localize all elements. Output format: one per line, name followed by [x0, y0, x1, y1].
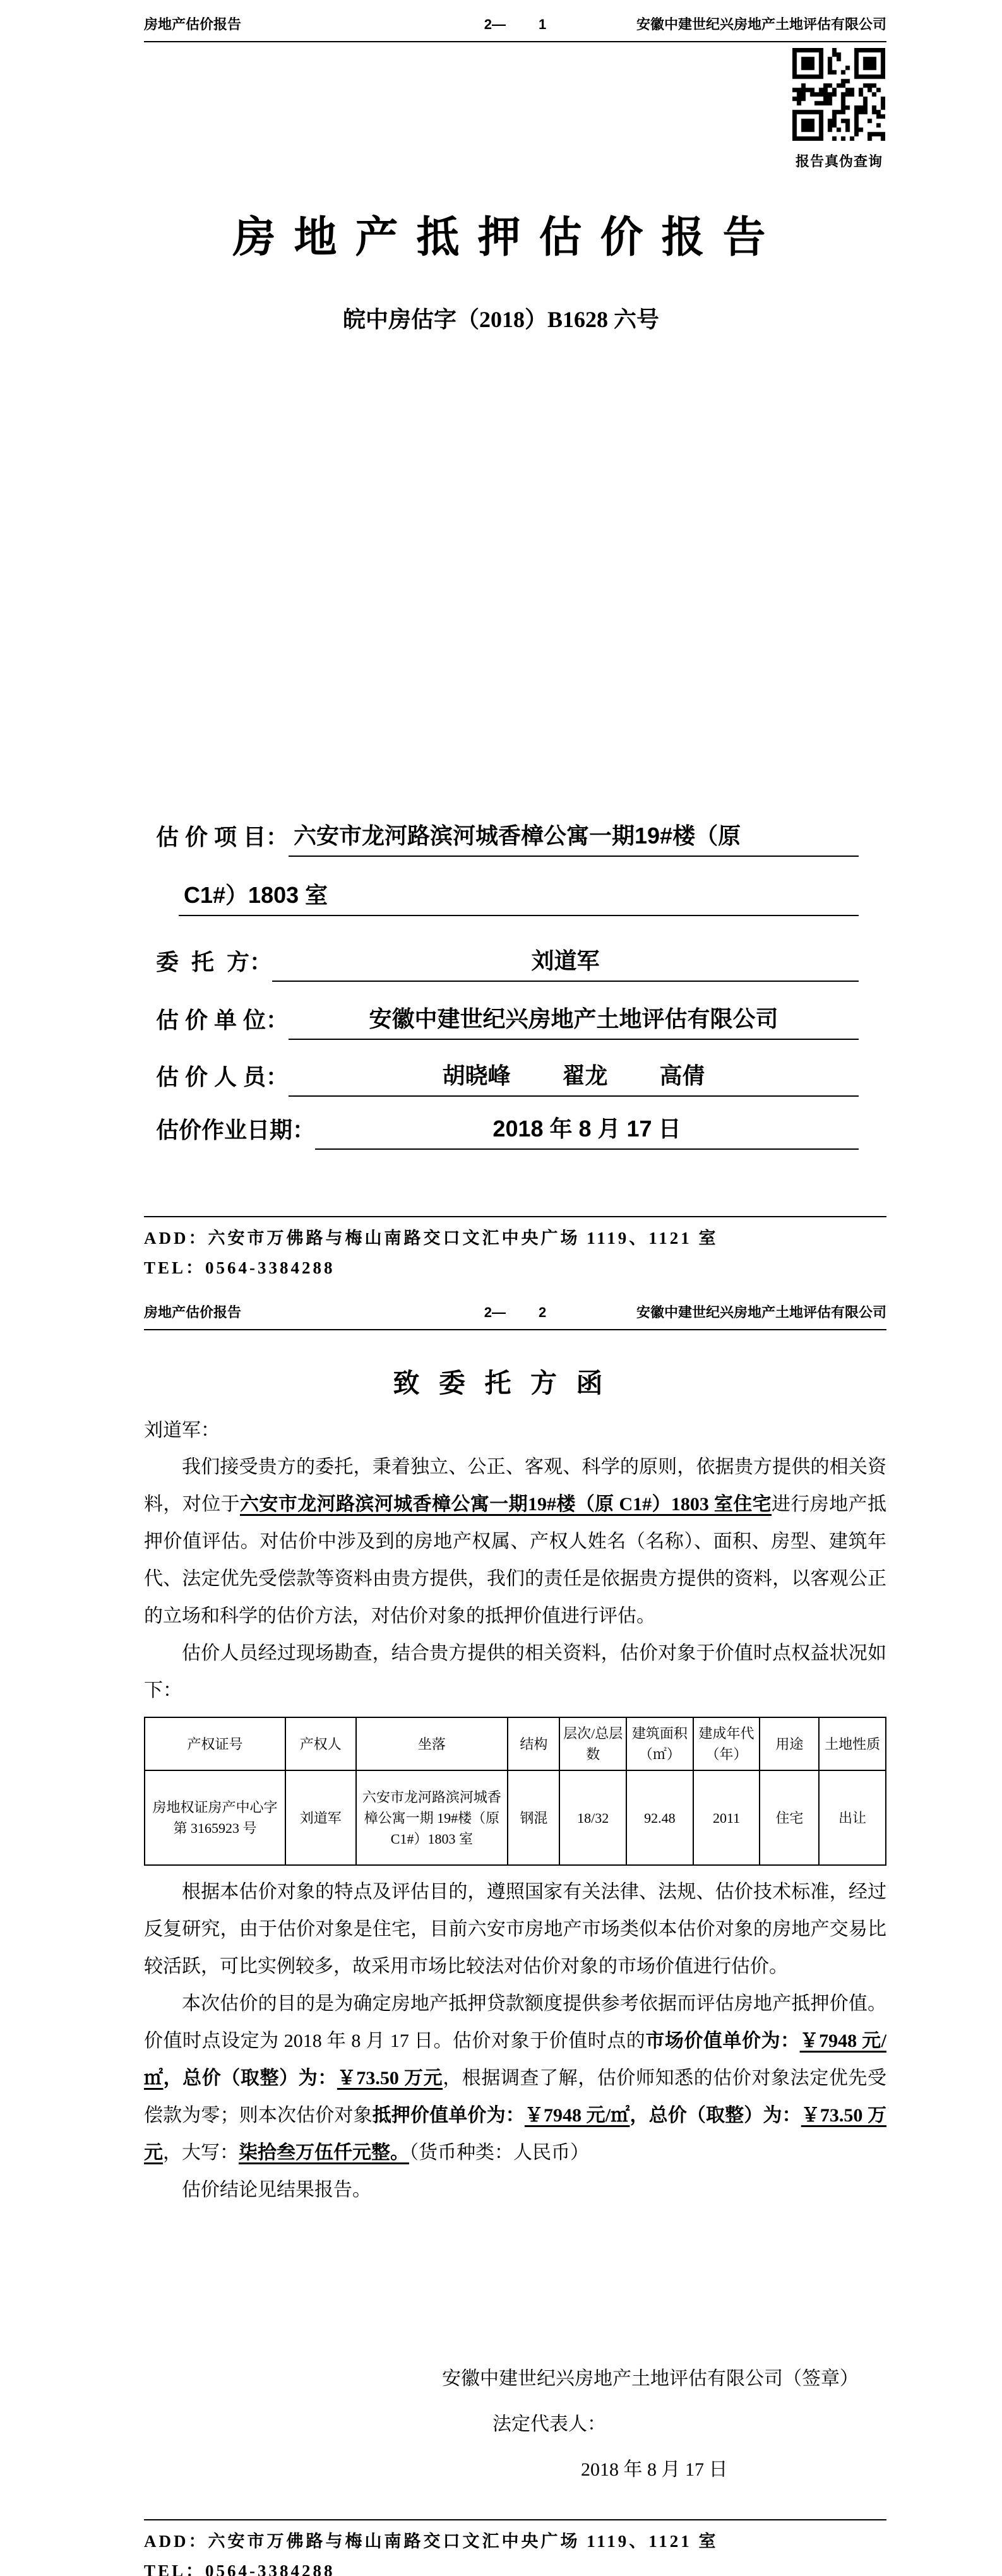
signature-date: 2018 年 8 月 17 日	[581, 2459, 728, 2480]
date-label: 估价作业日期：	[156, 1117, 316, 1143]
staff-name: 翟龙	[562, 1063, 608, 1088]
letter-body	[144, 1448, 886, 2209]
letter-paragraph-5	[144, 2171, 886, 2209]
text-segment: ，总价（取整）为：	[163, 2068, 337, 2089]
footer-tel: TEL：0564-3384288	[144, 1258, 335, 1277]
table-cell: 住宅	[760, 1770, 819, 1865]
agency-value: 安徽中建世纪兴房地产土地评估有限公司	[289, 1001, 859, 1040]
text-segment: 根据本估价对象的特点及评估目的，遵照国家有关法律、法规、估价技术标准，经过反复研究，由于估价对象是住宅，目前六安市房地产市场类似本估价对象的房地产交易比较活跃，可比实例较多，故采用市场比较法对估价对象的市场价值进行估价。	[144, 1881, 886, 1977]
table-cell: 刘道军	[285, 1770, 356, 1865]
text-segment: 进行房地产抵押价值评估。对估价中涉及到的房地产权属、产权人姓名（名称）、面积、房型、建筑年代、法定优先受偿款等资料由贵方提供，我们的责任是依据贵方提供的资料，以客观公正的立场和科学的估价方法，对估价对象的抵押价值进行评估。	[144, 1494, 887, 1626]
page2-running-footer	[144, 2519, 886, 2576]
header-company-name: 安徽中建世纪兴房地产土地评估有限公司	[636, 1304, 886, 1320]
form-row-client	[156, 943, 859, 982]
text-segment: ￥7948 元/㎡	[524, 2105, 630, 2126]
header-page-indicator	[484, 1304, 547, 1321]
table-header-cell: 建筑面积（㎡）	[626, 1717, 693, 1770]
letter-paragraph-4	[144, 1985, 886, 2171]
header-page-indicator	[484, 16, 547, 33]
text-segment: ，大写：	[163, 2142, 239, 2163]
text-segment: 市场价值单价为：	[645, 2030, 800, 2051]
qr-block	[792, 48, 886, 170]
signature-company: 安徽中建世纪兴房地产土地评估有限公司（签章）	[442, 2368, 859, 2389]
table-header-cell: 产权人	[285, 1717, 356, 1770]
text-segment: ￥73.50 万元	[337, 2068, 443, 2089]
table-cell: 钢混	[508, 1770, 559, 1865]
staff-name: 高倩	[659, 1063, 705, 1088]
form-row-project	[156, 818, 859, 857]
report-main-title: 房 地 产 抵 押 估 价 报 告	[232, 213, 770, 261]
form-row-date	[156, 1111, 859, 1150]
header-page-number: 1	[539, 16, 547, 32]
header-doc-type: 房地产估价报告	[144, 1304, 242, 1320]
project-value-line2: C1#）1803 室	[179, 878, 859, 916]
report-number: 皖中房估字（2018）B1628 六号	[342, 307, 659, 332]
letter-title: 致 委 托 方 函	[393, 1369, 609, 1398]
footer-address: ADD：六安市万佛路与梅山南路交口文汇中央广场 1119、1121 室	[144, 2532, 719, 2551]
header-page-marker: 2—	[484, 1304, 506, 1320]
property-rights-table	[144, 1717, 886, 1866]
letter-salutation: 刘道军：	[144, 1420, 220, 1441]
table-header-row	[145, 1717, 886, 1770]
text-segment: ，总价（取整）为：	[629, 2105, 801, 2126]
page1-running-footer	[144, 1216, 886, 1283]
agency-label: 估 价 单 位：	[156, 1007, 289, 1033]
letter-paragraph-2	[144, 1635, 886, 1709]
header-doc-type: 房地产估价报告	[144, 16, 242, 32]
client-label: 委 托 方：	[156, 949, 273, 975]
table-cell: 六安市龙河路滨河城香樟公寓一期 19#楼（原 C1#）1803 室	[356, 1770, 508, 1865]
letter-paragraph-1	[144, 1448, 886, 1635]
footer-address: ADD：六安市万佛路与梅山南路交口文汇中央广场 1119、1121 室	[144, 1229, 719, 1248]
client-value: 刘道军	[272, 943, 859, 982]
table-header-cell: 坐落	[356, 1717, 508, 1770]
footer-tel: TEL：0564-3384288	[144, 2561, 335, 2576]
text-segment: 六安市龙河路滨河城香樟公寓一期19#楼（原 C1#）1803 室住宅	[240, 1494, 772, 1515]
table-header-cell: 建成年代（年）	[693, 1717, 760, 1770]
page1-running-header	[144, 14, 886, 42]
signature-block	[442, 2356, 859, 2493]
form-row-agency	[156, 1001, 859, 1040]
form-row-staff	[156, 1058, 859, 1097]
table-header-cell: 层次/总层数	[559, 1717, 626, 1770]
table-cell: 92.48	[626, 1770, 693, 1865]
header-page-marker: 2—	[484, 16, 506, 32]
staff-label: 估 价 人 员：	[156, 1064, 289, 1090]
header-page-number: 2	[539, 1304, 547, 1320]
table-header-cell: 结构	[508, 1717, 559, 1770]
text-segment: 柒拾叁万伍仟元整。	[239, 2142, 409, 2163]
text-segment: 我们接受贵方的委托，秉着独立、公正、客观、科学的原则，依据贵方提供的相关资料，对位于	[144, 1457, 886, 1515]
staff-name: 胡晓峰	[442, 1063, 511, 1088]
table-cell: 房地权证房产中心字第 3165923 号	[145, 1770, 285, 1865]
table-data-row	[145, 1770, 886, 1865]
text-segment: （货币种类：人民币）	[409, 2142, 589, 2163]
project-value-line1: 六安市龙河路滨河城香樟公寓一期19#楼（原	[289, 818, 859, 857]
table-header-cell: 产权证号	[145, 1717, 285, 1770]
date-value: 2018 年 8 月 17 日	[315, 1111, 859, 1150]
text-segment: ￥7948 元/㎡	[144, 2030, 887, 2089]
text-segment: 本次估价的目的是为确定房地产抵押贷款额度提供参考依据而评估房地产抵押价值。价值时点设定为 2018 年 8 月 17 日。估价对象于价值时点的	[144, 1993, 886, 2051]
table-header-cell: 土地性质	[819, 1717, 886, 1770]
header-company-name: 安徽中建世纪兴房地产土地评估有限公司	[636, 16, 886, 32]
text-segment: 估价人员经过现场勘查，结合贵方提供的相关资料，估价对象于价值时点权益状况如下：	[144, 1643, 886, 1701]
text-segment: 抵押价值单价为：	[372, 2105, 525, 2126]
table-cell: 18/32	[559, 1770, 626, 1865]
form-row-project-cont	[156, 878, 859, 916]
staff-value	[289, 1058, 859, 1097]
letter-paragraph-3	[144, 1873, 886, 1985]
text-segment: 估价结论见结果报告。	[182, 2179, 371, 2200]
project-label: 估 价 项 目：	[156, 824, 289, 850]
qr-code	[792, 48, 885, 141]
table-header-cell: 用途	[760, 1717, 819, 1770]
text-segment: ￥73.50 万元	[144, 2105, 887, 2163]
page2-running-header	[144, 1302, 886, 1330]
table-cell: 出让	[819, 1770, 886, 1865]
table-cell: 2011	[693, 1770, 760, 1865]
report-page-2	[0, 1288, 1002, 2576]
signature-legal-rep: 法定代表人：	[492, 2414, 606, 2435]
text-segment: ，根据调查了解，估价师知悉的估价对象法定优先受偿款为零；则本次估价对象	[144, 2068, 887, 2126]
qr-caption: 报告真伪查询	[795, 153, 883, 169]
